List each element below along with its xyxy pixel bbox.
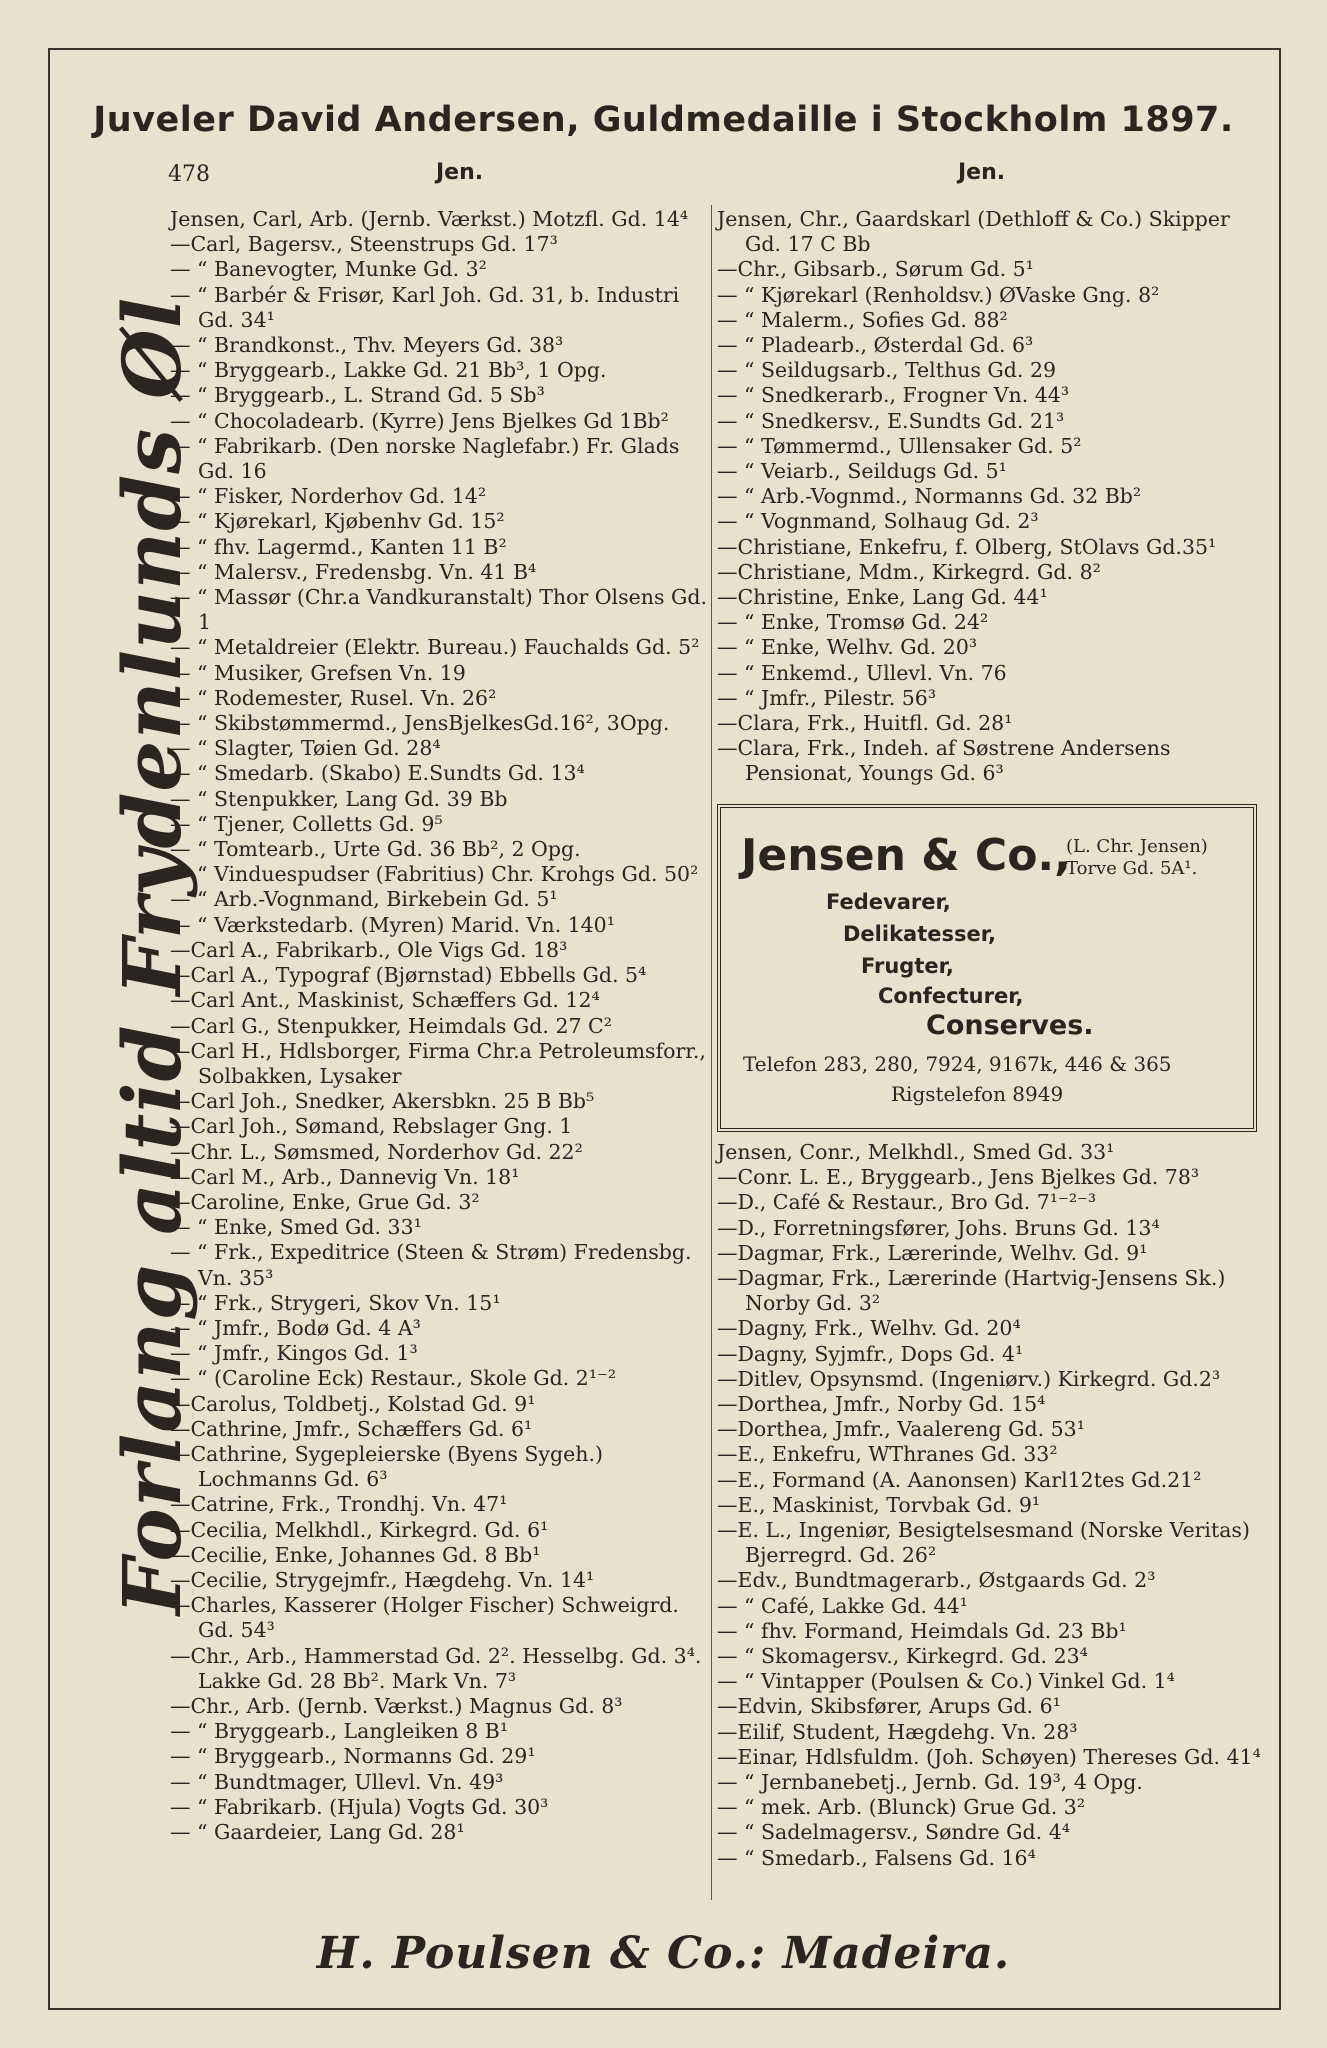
- directory-entry: — “ Frk., Expeditrice (Steen & Strøm) Fredensbg. Vn. 35³: [170, 1240, 692, 1290]
- directory-entry: —Christine, Enke, Lang Gd. 44¹: [717, 585, 1048, 610]
- ad-line-2: Delikatesser,: [843, 922, 996, 946]
- directory-entry: —Carl Ant., Maskinist, Schæffers Gd. 12⁴: [170, 988, 600, 1013]
- directory-entry: —Einar, Hdlsfuldm. (Joh. Schøyen) Thereses Gd. 41⁴: [717, 1744, 1261, 1769]
- directory-entry: —Catrine, Frk., Trondhj. Vn. 47¹: [170, 1492, 508, 1517]
- directory-entry: — “ fhv. Lagermd., Kanten 11 B²: [170, 534, 507, 559]
- directory-entry: — “ Jmfr., Kingos Gd. 1³: [170, 1341, 418, 1366]
- directory-entry: — “ Rodemester, Rusel. Vn. 26²: [170, 685, 497, 710]
- directory-entry: —Cecilie, Enke, Johannes Gd. 8 Bb¹: [170, 1542, 541, 1567]
- column-head-right: Jen.: [958, 160, 1006, 185]
- directory-entry: —Dagny, Syjmfr., Dops Gd. 4¹: [717, 1341, 1024, 1366]
- directory-entry: — “ Metaldreier (Elektr. Bureau.) Fauchalds Gd. 5²: [170, 635, 700, 660]
- directory-entry: — “ Bryggearb., Langleiken 8 B¹: [170, 1719, 509, 1744]
- ad-subtitle: [1066, 836, 1208, 880]
- directory-entry: — “ (Caroline Eck) Restaur., Skole Gd. 2¹⁻²: [170, 1366, 617, 1391]
- directory-entry: — “ Brandkonst., Thv. Meyers Gd. 38³: [170, 333, 564, 358]
- directory-entry: —E., Formand (A. Aanonsen) Karl12tes Gd.21²: [717, 1467, 1202, 1492]
- directory-entry: — “ Veiarb., Seildugs Gd. 5¹: [717, 459, 1007, 484]
- directory-entry: —Charles, Kasserer (Holger Fischer) Schweigrd. Gd. 54³: [170, 1593, 679, 1643]
- directory-entry: — “ Tjener, Colletts Gd. 9⁵: [170, 811, 443, 836]
- directory-entry: — “ Tømmermd., Ullensaker Gd. 5²: [717, 433, 1082, 458]
- directory-entry: —Edv., Bundtmagerarb., Østgaards Gd. 2³: [717, 1568, 1156, 1593]
- directory-entry: —Christiane, Enkefru, f. Olberg, StOlavs Gd.35¹: [717, 534, 1217, 559]
- directory-entry: — “ fhv. Formand, Heimdals Gd. 23 Bb¹: [717, 1618, 1127, 1643]
- side-advertisement: Forlang altid Frydenlunds Øl: [105, 296, 199, 1615]
- directory-entry: —Chr., Arb., Hammerstad Gd. 2². Hesselbg. Gd. 3⁴. Lakke Gd. 28 Bb². Mark Vn. 7³: [170, 1643, 702, 1693]
- directory-entry: Jensen, Chr., Gaardskarl (Dethloff & Co.) Skipper Gd. 17 C Bb: [717, 207, 1230, 257]
- directory-entry: — “ Vognmand, Solhaug Gd. 2³: [717, 509, 1039, 534]
- directory-entry: —Cathrine, Sygepleierske (Byens Sygeh.) Lochmanns Gd. 6³: [170, 1441, 603, 1492]
- directory-entry: —E., Enkefru, WThranes Gd. 33²: [717, 1442, 1058, 1467]
- directory-entry: —Dagny, Frk., Welhv. Gd. 20⁴: [717, 1316, 1021, 1341]
- directory-entry: — “ Banevogter, Munke Gd. 3²: [170, 257, 487, 282]
- left-column: [170, 207, 710, 1845]
- directory-entry: Jensen, Conr., Melkhdl., Smed Gd. 33¹: [717, 1140, 1115, 1164]
- directory-entry: — “ Kjørekarl, Kjøbenhv Gd. 15²: [170, 509, 505, 534]
- directory-entry: —Christiane, Mdm., Kirkegrd. Gd. 8²: [717, 559, 1101, 584]
- directory-entry: — “ Malersv., Fredensbg. Vn. 41 B⁴: [170, 559, 537, 584]
- ad-phone: Telefon 283, 280, 7924, 9167k, 446 & 365: [743, 1052, 1172, 1076]
- directory-entry: — “ Slagter, Tøien Gd. 28⁴: [170, 736, 441, 761]
- directory-entry: —Eilif, Student, Hægdehg. Vn. 28³: [717, 1719, 1078, 1744]
- directory-entry: — “ Gaardeier, Lang Gd. 28¹: [170, 1820, 465, 1844]
- directory-entry: — “ mek. Arb. (Blunck) Grue Gd. 3²: [717, 1795, 1086, 1820]
- jensen-co-advertisement: [717, 804, 1257, 1132]
- directory-entry: — “ Stenpukker, Lang Gd. 39 Bb: [170, 786, 508, 811]
- directory-entry: — “ Arb.-Vognmand, Birkebein Gd. 5¹: [170, 887, 558, 912]
- directory-entry: —D., Forretningsfører, Johs. Bruns Gd. 13⁴: [717, 1215, 1160, 1240]
- directory-entry: —Carl G., Stenpukker, Heimdals Gd. 27 C²: [170, 1013, 612, 1038]
- directory-entry: —Cecilie, Strygejmfr., Hægdehg. Vn. 14¹: [170, 1567, 595, 1592]
- page-header-ad: Juveler David Andersen, Guldmedaille i Stockholm 1897.: [93, 100, 1234, 140]
- ad-address: Torve Gd. 5A¹.: [1066, 858, 1198, 879]
- directory-entry: — “ Fabrikarb. (Hjula) Vogts Gd. 30³: [170, 1794, 549, 1819]
- right-column-top: [717, 207, 1262, 787]
- directory-entry: — “ Pladearb., Østerdal Gd. 6³: [717, 333, 1034, 358]
- directory-entry: — “ Jernbanebetj., Jernb. Gd. 19³, 4 Opg.: [717, 1770, 1143, 1795]
- directory-entry: — “ Sadelmagersv., Søndre Gd. 4⁴: [717, 1820, 1070, 1845]
- directory-entry: — “ Bryggearb., Lakke Gd. 21 Bb³, 1 Opg.: [170, 358, 607, 383]
- column-divider: [711, 205, 712, 1900]
- directory-entry: — “ Snedkerarb., Frogner Vn. 44³: [717, 383, 1070, 408]
- directory-entry: — “ Massør (Chr.a Vandkuranstalt) Thor Olsens Gd. 1: [170, 585, 708, 635]
- directory-entry: —Dagmar, Frk., Lærerinde (Hartvig-Jensens Sk.) Norby Gd. 3²: [717, 1266, 1226, 1316]
- directory-entry: —Caroline, Enke, Grue Gd. 3²: [170, 1189, 480, 1214]
- directory-entry: — “ Vintapper (Poulsen & Co.) Vinkel Gd. 1⁴: [717, 1669, 1175, 1694]
- directory-entry: — “ Enke, Smed Gd. 33¹: [170, 1215, 422, 1240]
- directory-entry: Jensen, Carl, Arb. (Jernb. Værkst.) Motzfl. Gd. 14⁴: [170, 207, 689, 231]
- directory-entry: — “ Fabrikarb. (Den norske Naglefabr.) Fr. Glads Gd. 16: [170, 433, 680, 484]
- directory-entry: — “ Jmfr., Pilestr. 56³: [717, 685, 937, 710]
- directory-entry: — “ Bryggearb., L. Strand Gd. 5 Sb³: [170, 383, 545, 408]
- directory-entry: —Chr. L., Sømsmed, Norderhov Gd. 22²: [170, 1139, 583, 1164]
- directory-entry: —Carl H., Hdlsborger, Firma Chr.a Petroleumsforr., Solbakken, Lysaker: [170, 1038, 706, 1088]
- directory-entry: — “ Smedarb. (Skabo) E.Sundts Gd. 13⁴: [170, 761, 585, 786]
- ad-owner: (L. Chr. Jensen): [1066, 836, 1208, 857]
- directory-entry: — “ Skibstømmermd., JensBjelkesGd.16², 3Opg.: [170, 711, 670, 736]
- right-column-bottom: [717, 1140, 1262, 1871]
- directory-entry: — “ Tomtearb., Urte Gd. 36 Bb², 2 Opg.: [170, 837, 581, 862]
- directory-entry: —Carl A., Fabrikarb., Ole Vigs Gd. 18³: [170, 937, 568, 962]
- directory-entry: —Carl A., Typograf (Bjørnstad) Ebbells Gd. 5⁴: [170, 963, 647, 988]
- directory-entry: — “ Frk., Strygeri, Skov Vn. 15¹: [170, 1290, 501, 1315]
- directory-entry: —Clara, Frk., Huitfl. Gd. 28¹: [717, 711, 1013, 736]
- directory-entry: —Ditlev, Opsynsmd. (Ingeniørv.) Kirkegrd. Gd.2³: [717, 1366, 1221, 1391]
- directory-entry: — “ Chocoladearb. (Kyrre) Jens Bjelkes Gd 1Bb²: [170, 408, 669, 433]
- directory-entry: — “ Musiker, Grefsen Vn. 19: [170, 660, 466, 685]
- directory-entry: — “ Kjørekarl (Renholdsv.) ØVaske Gng. 8²: [717, 282, 1160, 307]
- directory-entry: — “ Bundtmager, Ullevl. Vn. 49³: [170, 1769, 504, 1794]
- directory-entry: —Conr. L. E., Bryggearb., Jens Bjelkes Gd. 78³: [717, 1165, 1200, 1190]
- directory-entry: —Edvin, Skibsfører, Arups Gd. 6¹: [717, 1694, 1061, 1719]
- ad-rigstelefon: Rigstelefon 8949: [891, 1082, 1064, 1106]
- ad-line-1: Fedevarer,: [826, 890, 951, 914]
- footer-advertisement: H. Poulsen & Co.: Madeira.: [316, 1928, 1011, 1979]
- ad-line-5: Conserves.: [926, 1010, 1094, 1041]
- directory-entry: —Carl Joh., Sømand, Rebslager Gng. 1: [170, 1114, 573, 1139]
- ad-line-3: Frugter,: [861, 954, 954, 978]
- directory-entry: — “ Arb.-Vognmd., Normanns Gd. 32 Bb²: [717, 484, 1142, 509]
- directory-entry: — “ Café, Lakke Gd. 44¹: [717, 1593, 968, 1618]
- directory-entry: — “ Bryggearb., Normanns Gd. 29¹: [170, 1744, 536, 1769]
- directory-entry: — “ Fisker, Norderhov Gd. 14²: [170, 484, 487, 509]
- page-number: 478: [168, 162, 210, 187]
- directory-entry: —Carl Joh., Snedker, Akersbkn. 25 B Bb⁵: [170, 1089, 595, 1114]
- directory-entry: — “ Jmfr., Bodø Gd. 4 A³: [170, 1315, 421, 1340]
- directory-entry: —Chr., Gibsarb., Sørum Gd. 5¹: [717, 257, 1034, 282]
- directory-entry: —Chr., Arb. (Jernb. Værkst.) Magnus Gd. 8³: [170, 1693, 623, 1718]
- directory-entry: —Dorthea, Jmfr., Norby Gd. 15⁴: [717, 1392, 1046, 1417]
- directory-entry: — “ Vinduespudser (Fabritius) Chr. Krohgs Gd. 50²: [170, 862, 699, 887]
- directory-entry: —Carl, Bagersv., Steenstrups Gd. 17³: [170, 232, 558, 257]
- directory-entry: —Dagmar, Frk., Lærerinde, Welhv. Gd. 9¹: [717, 1240, 1148, 1265]
- directory-entry: —Dorthea, Jmfr., Vaalereng Gd. 53¹: [717, 1417, 1085, 1442]
- directory-entry: — “ Smedarb., Falsens Gd. 16⁴: [717, 1845, 1036, 1870]
- column-head-left: Jen.: [436, 160, 484, 185]
- directory-entry: — “ Barbér & Frisør, Karl Joh. Gd. 31, b. Industri Gd. 34¹: [170, 282, 680, 332]
- directory-entry: — “ Skomagersv., Kirkegrd. Gd. 23⁴: [717, 1644, 1088, 1669]
- directory-entry: — “ Enkemd., Ullevl. Vn. 76: [717, 660, 1007, 685]
- directory-entry: — “ Seildugsarb., Telthus Gd. 29: [717, 358, 1057, 383]
- directory-entry: —E. L., Ingeniør, Besigtelsesmand (Norske Veritas) Bjerregrd. Gd. 26²: [717, 1518, 1250, 1568]
- directory-entry: —Clara, Frk., Indeh. af Søstrene Andersens Pensionat, Youngs Gd. 6³: [717, 736, 1171, 786]
- directory-entry: —E., Maskinist, Torvbak Gd. 9¹: [717, 1492, 1041, 1517]
- directory-entry: — “ Snedkersv., E.Sundts Gd. 21³: [717, 408, 1065, 433]
- directory-entry: —D., Café & Restaur., Bro Gd. 7¹⁻²⁻³: [717, 1190, 1097, 1215]
- directory-entry: — “ Enke, Welhv. Gd. 20³: [717, 635, 978, 660]
- ad-line-4: Confecturer,: [878, 984, 1024, 1008]
- directory-entry: —Carolus, Toldbetj., Kolstad Gd. 9¹: [170, 1391, 536, 1416]
- directory-entry: —Cathrine, Jmfr., Schæffers Gd. 6¹: [170, 1416, 533, 1441]
- directory-entry: — “ Enke, Tromsø Gd. 24²: [717, 610, 989, 635]
- directory-entry: —Cecilia, Melkhdl., Kirkegrd. Gd. 6¹: [170, 1517, 549, 1542]
- directory-entry: —Carl M., Arb., Dannevig Vn. 18¹: [170, 1164, 520, 1189]
- ad-title: Jensen & Co.,: [741, 830, 1071, 881]
- directory-entry: — “ Malerm., Sofies Gd. 88²: [717, 307, 1008, 332]
- directory-entry: — “ Værkstedarb. (Myren) Marid. Vn. 140¹: [170, 912, 615, 937]
